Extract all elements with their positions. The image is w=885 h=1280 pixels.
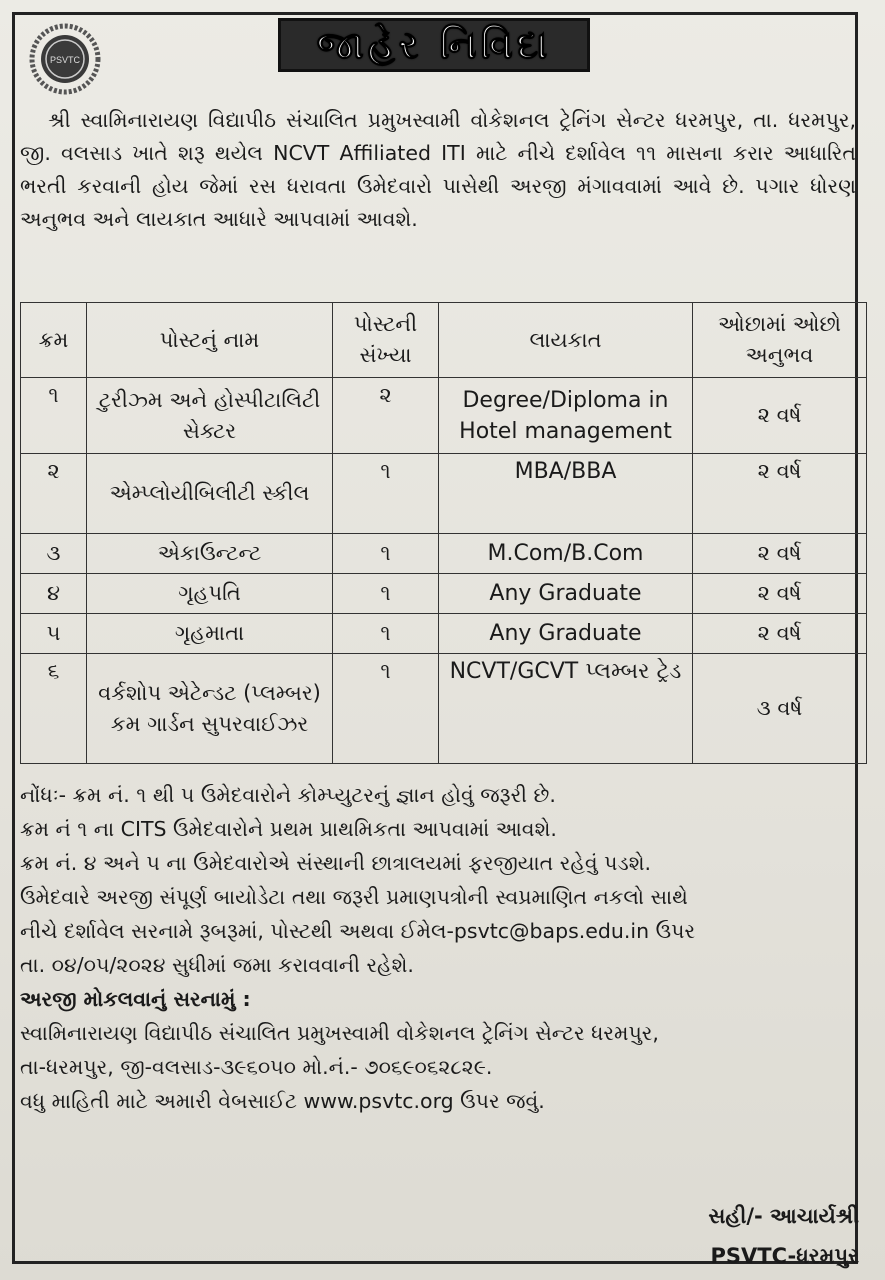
cell-qualification: M.Com/B.Com [439, 534, 693, 574]
header-experience: ઓછામાં ઓછો અનુભવ [693, 303, 867, 378]
cell-post: ગૃહમાતા [87, 614, 333, 654]
cell-sr: ૧ [21, 378, 87, 454]
notice-title: જાહેર નિવિદા [316, 22, 552, 67]
cell-count: ૨ [333, 378, 439, 454]
cell-experience: ૨ વર્ષ [693, 614, 867, 654]
header-count: પોસ્ટની સંખ્યા [333, 303, 439, 378]
cell-qualification: Any Graduate [439, 614, 693, 654]
cell-experience: ૨ વર્ષ [693, 454, 867, 534]
cell-sr: ૪ [21, 574, 87, 614]
table-row [21, 454, 867, 534]
cell-count: ૧ [333, 574, 439, 614]
table-row [21, 614, 867, 654]
header-post: પોસ્ટનું નામ [87, 303, 333, 378]
address-line-2: તા-ધરમપુર, જી-વલસાડ-૩૯૬૦૫૦ મો.નં.- ૭૦૬૯૦૬૨૮૨૯. [20, 1055, 493, 1079]
cell-count: ૧ [333, 534, 439, 574]
psvtc-logo-icon [28, 22, 102, 96]
cell-experience: ૨ વર્ષ [693, 534, 867, 574]
cell-post: ગૃહપતિ [87, 574, 333, 614]
table-row [21, 378, 867, 454]
address-line-1: સ્વામિનારાયણ વિદ્યાપીઠ સંચાલિત પ્રમુખસ્વામી વોકેશનલ ટ્રેનિંગ સેન્ટર ધરમપુર, [20, 1021, 659, 1045]
table-row [21, 574, 867, 614]
table-row [21, 534, 867, 574]
cell-post: એમ્પ્લોયીબિલીટી સ્કીલ [87, 454, 333, 534]
cell-qualification: Any Graduate [439, 574, 693, 614]
header-sr: ક્રમ [21, 303, 87, 378]
intro-text: શ્રી સ્વામિનારાયણ વિદ્યાપીઠ સંચાલિત પ્રમુખસ્વામી વોકેશનલ ટ્રેનિંગ સેન્ટર ધરમપુર, તા. ધરમપુર, જી. વલસાડ ખાતે શરૂ થયેલ NCVT Affiliated ITI માટે નીચે દર્શાવેલ ૧૧ માસના કરાર આધારિત ભરતી કરવાની હોય જેમાં રસ ધરાવતા ઉમેદવારો પાસેથી અરજી મંગાવવામાં આવે છે. પગાર ધોરણ અનુભવ અને લાયકાત આધારે આપવામાં આવશે. [20, 108, 856, 231]
cell-post: ટુરીઝ્મ અને હોસ્પીટાલિટી સેક્ટર [87, 378, 333, 454]
header-qualification: લાયકાત [439, 303, 693, 378]
note-deadline: તા. ૦૪/૦૫/૨૦૨૪ સુધીમાં જમા કરાવવાની રહેશે. [20, 953, 414, 977]
note-computer-knowledge: નોંધઃ- ક્રમ નં. ૧ થી ૫ ઉમેદવારોને કોમ્પ્યુટરનું જ્ઞાન હોવું જરૂરી છે. [20, 783, 556, 807]
website-line: વધુ માહિતી માટે અમારી વેબસાઈટ www.psvtc.org ઉપર જવું. [20, 1089, 545, 1113]
svg-text:PSVTC: PSVTC [49, 55, 81, 65]
cell-sr: ૩ [21, 534, 87, 574]
vacancy-table [20, 302, 867, 764]
cell-post: એકાઉન્ટન્ટ [87, 534, 333, 574]
notes-section [20, 778, 862, 1118]
signature-org: PSVTC-ધરમપુર [710, 1244, 859, 1268]
cell-experience: ૨ વર્ષ [693, 378, 867, 454]
note-application-2: નીચે દર્શાવેલ સરનામે રૂબરૂમાં, પોસ્ટથી અથવા ઈમેલ-psvtc@baps.edu.in ઉપર [20, 919, 696, 943]
note-application-1: ઉમેદવારે અરજી સંપૂર્ણ બાયોડેટા તથા જરૂરી પ્રમાણપત્રોની સ્વપ્રમાણિત નકલો સાથે [20, 885, 688, 909]
cell-sr: ૬ [21, 654, 87, 764]
cell-qualification: MBA/BBA [439, 454, 693, 534]
cell-count: ૧ [333, 654, 439, 764]
intro-paragraph [20, 104, 856, 236]
cell-sr: ૨ [21, 454, 87, 534]
cell-count: ૧ [333, 614, 439, 654]
signature-block [708, 1196, 859, 1276]
cell-experience: ૩ વર્ષ [693, 654, 867, 764]
cell-qualification: NCVT/GCVT પ્લમ્બર ટ્રેડ [439, 654, 693, 764]
signature-title: સહી/- આચાર્યશ્રી [708, 1204, 859, 1228]
cell-post: વર્કશોપ એટેન્ડટ (પ્લમ્બર) કમ ગાર્ડન સુપરવાઈઝર [87, 654, 333, 764]
notice-title-box [278, 18, 590, 72]
cell-experience: ૨ વર્ષ [693, 574, 867, 614]
table-row [21, 654, 867, 764]
cell-qualification: Degree/Diploma in Hotel management [439, 378, 693, 454]
cell-count: ૧ [333, 454, 439, 534]
note-cits-priority: ક્રમ નં ૧ ના CITS ઉમેદવારોને પ્રથમ પ્રાથમિકતા આપવામાં આવશે. [20, 817, 557, 841]
table-header-row [21, 303, 867, 378]
cell-sr: ૫ [21, 614, 87, 654]
note-hostel: ક્રમ નં. ૪ અને ૫ ના ઉમેદવારોએ સંસ્થાની છાત્રાલયમાં ફરજીયાત રહેવું પડશે. [20, 851, 652, 875]
address-heading: અરજી મોકલવાનું સરનામું : [20, 987, 251, 1011]
